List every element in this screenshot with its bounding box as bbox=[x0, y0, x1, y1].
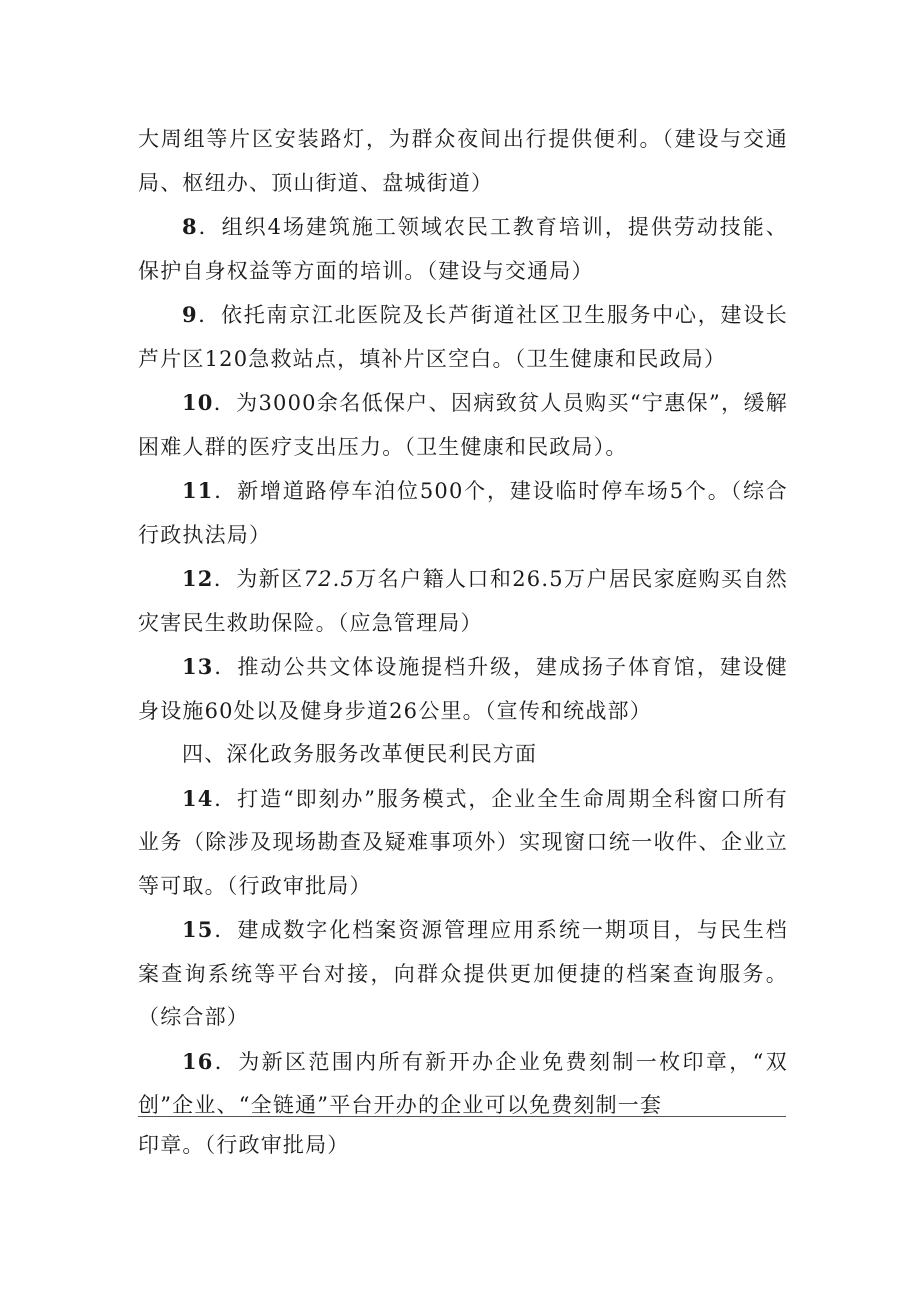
item-number: 12 bbox=[182, 566, 214, 591]
item-text: ．为新区范围内所有新开办企业免费刻制一枚印章，“双创”企业、“全链通”平台开办的企业可以免费刻制一套 bbox=[138, 1049, 788, 1117]
list-item-13 bbox=[138, 645, 788, 733]
item-number: 16 bbox=[182, 1048, 214, 1074]
list-item-11 bbox=[138, 469, 788, 557]
item-number: 15 bbox=[182, 917, 214, 942]
item-text: ．为3000余名低保户、因病致贫人员购买“宁惠保”，缓解困难人群的医疗支出压力。（卫生健康和民政局）。 bbox=[138, 391, 788, 459]
footnote-divider bbox=[138, 1116, 786, 1117]
list-item-8 bbox=[138, 205, 788, 293]
item-number: 8 bbox=[182, 214, 198, 239]
item-number: 14 bbox=[182, 785, 214, 811]
list-item-14 bbox=[138, 777, 788, 909]
item-text: ．推动公共文体设施提档升级，建成扬子体育馆，建设健身设施60处以及健身步道26公里。（宣传和统战部） bbox=[138, 655, 788, 723]
item-text-italic-number: 72.5 bbox=[303, 567, 356, 591]
list-item-10 bbox=[138, 381, 788, 469]
page-continuation bbox=[138, 1124, 788, 1168]
item-text: ．建成数字化档案资源管理应用系统一期项目，与民生档案查询系统等平台对接，向群众提供更加便捷的档案查询服务。（综合部） bbox=[138, 918, 788, 1029]
list-item-9 bbox=[138, 293, 788, 381]
item-number: 10 bbox=[182, 390, 214, 415]
item-text: ．打造“即刻办”服务模式，企业全生命周期全科窗口所有业务（除涉及现场勘查及疑难事项外）实现窗口统一收件、企业立等可取。（行政审批局） bbox=[138, 786, 788, 898]
item-text: ．依托南京江北医院及长芦街道社区卫生服务中心，建设长芦片区120急救站点，填补片区空白。（卫生健康和民政局） bbox=[138, 303, 788, 371]
item-number: 13 bbox=[182, 654, 214, 679]
list-item-16 bbox=[138, 1040, 788, 1128]
paragraph-continuation bbox=[138, 118, 788, 205]
paragraph-tail bbox=[138, 1124, 788, 1168]
section-heading: 四、深化政务服务改革便民利民方面 bbox=[182, 742, 538, 766]
paragraph-text: 印章。（行政审批局） bbox=[138, 1133, 350, 1157]
paragraph-text: 大周组等片区安装路灯，为群众夜间出行提供便利。（建设与交通局、枢纽办、顶山街道、盘城街道） bbox=[138, 127, 788, 195]
item-text-part-a: ．为新区 bbox=[213, 567, 304, 591]
item-text: ．组织4场建筑施工领域农民工教育培训，提供劳动技能、保护自身权益等方面的培训。（建设与交通局） bbox=[138, 215, 788, 283]
item-number: 9 bbox=[182, 302, 198, 327]
list-item-12 bbox=[138, 557, 788, 645]
item-number: 11 bbox=[182, 478, 214, 503]
list-item-15 bbox=[138, 908, 788, 1040]
item-text-part-b: 万名户籍人口和26.5万户居民家庭购买自然灾害民生救助保险。（应急管理局） bbox=[138, 567, 788, 635]
document-body bbox=[138, 118, 788, 1128]
item-text: ．新增道路停车泊位500个，建设临时停车场5个。（综合行政执法局） bbox=[138, 479, 788, 547]
